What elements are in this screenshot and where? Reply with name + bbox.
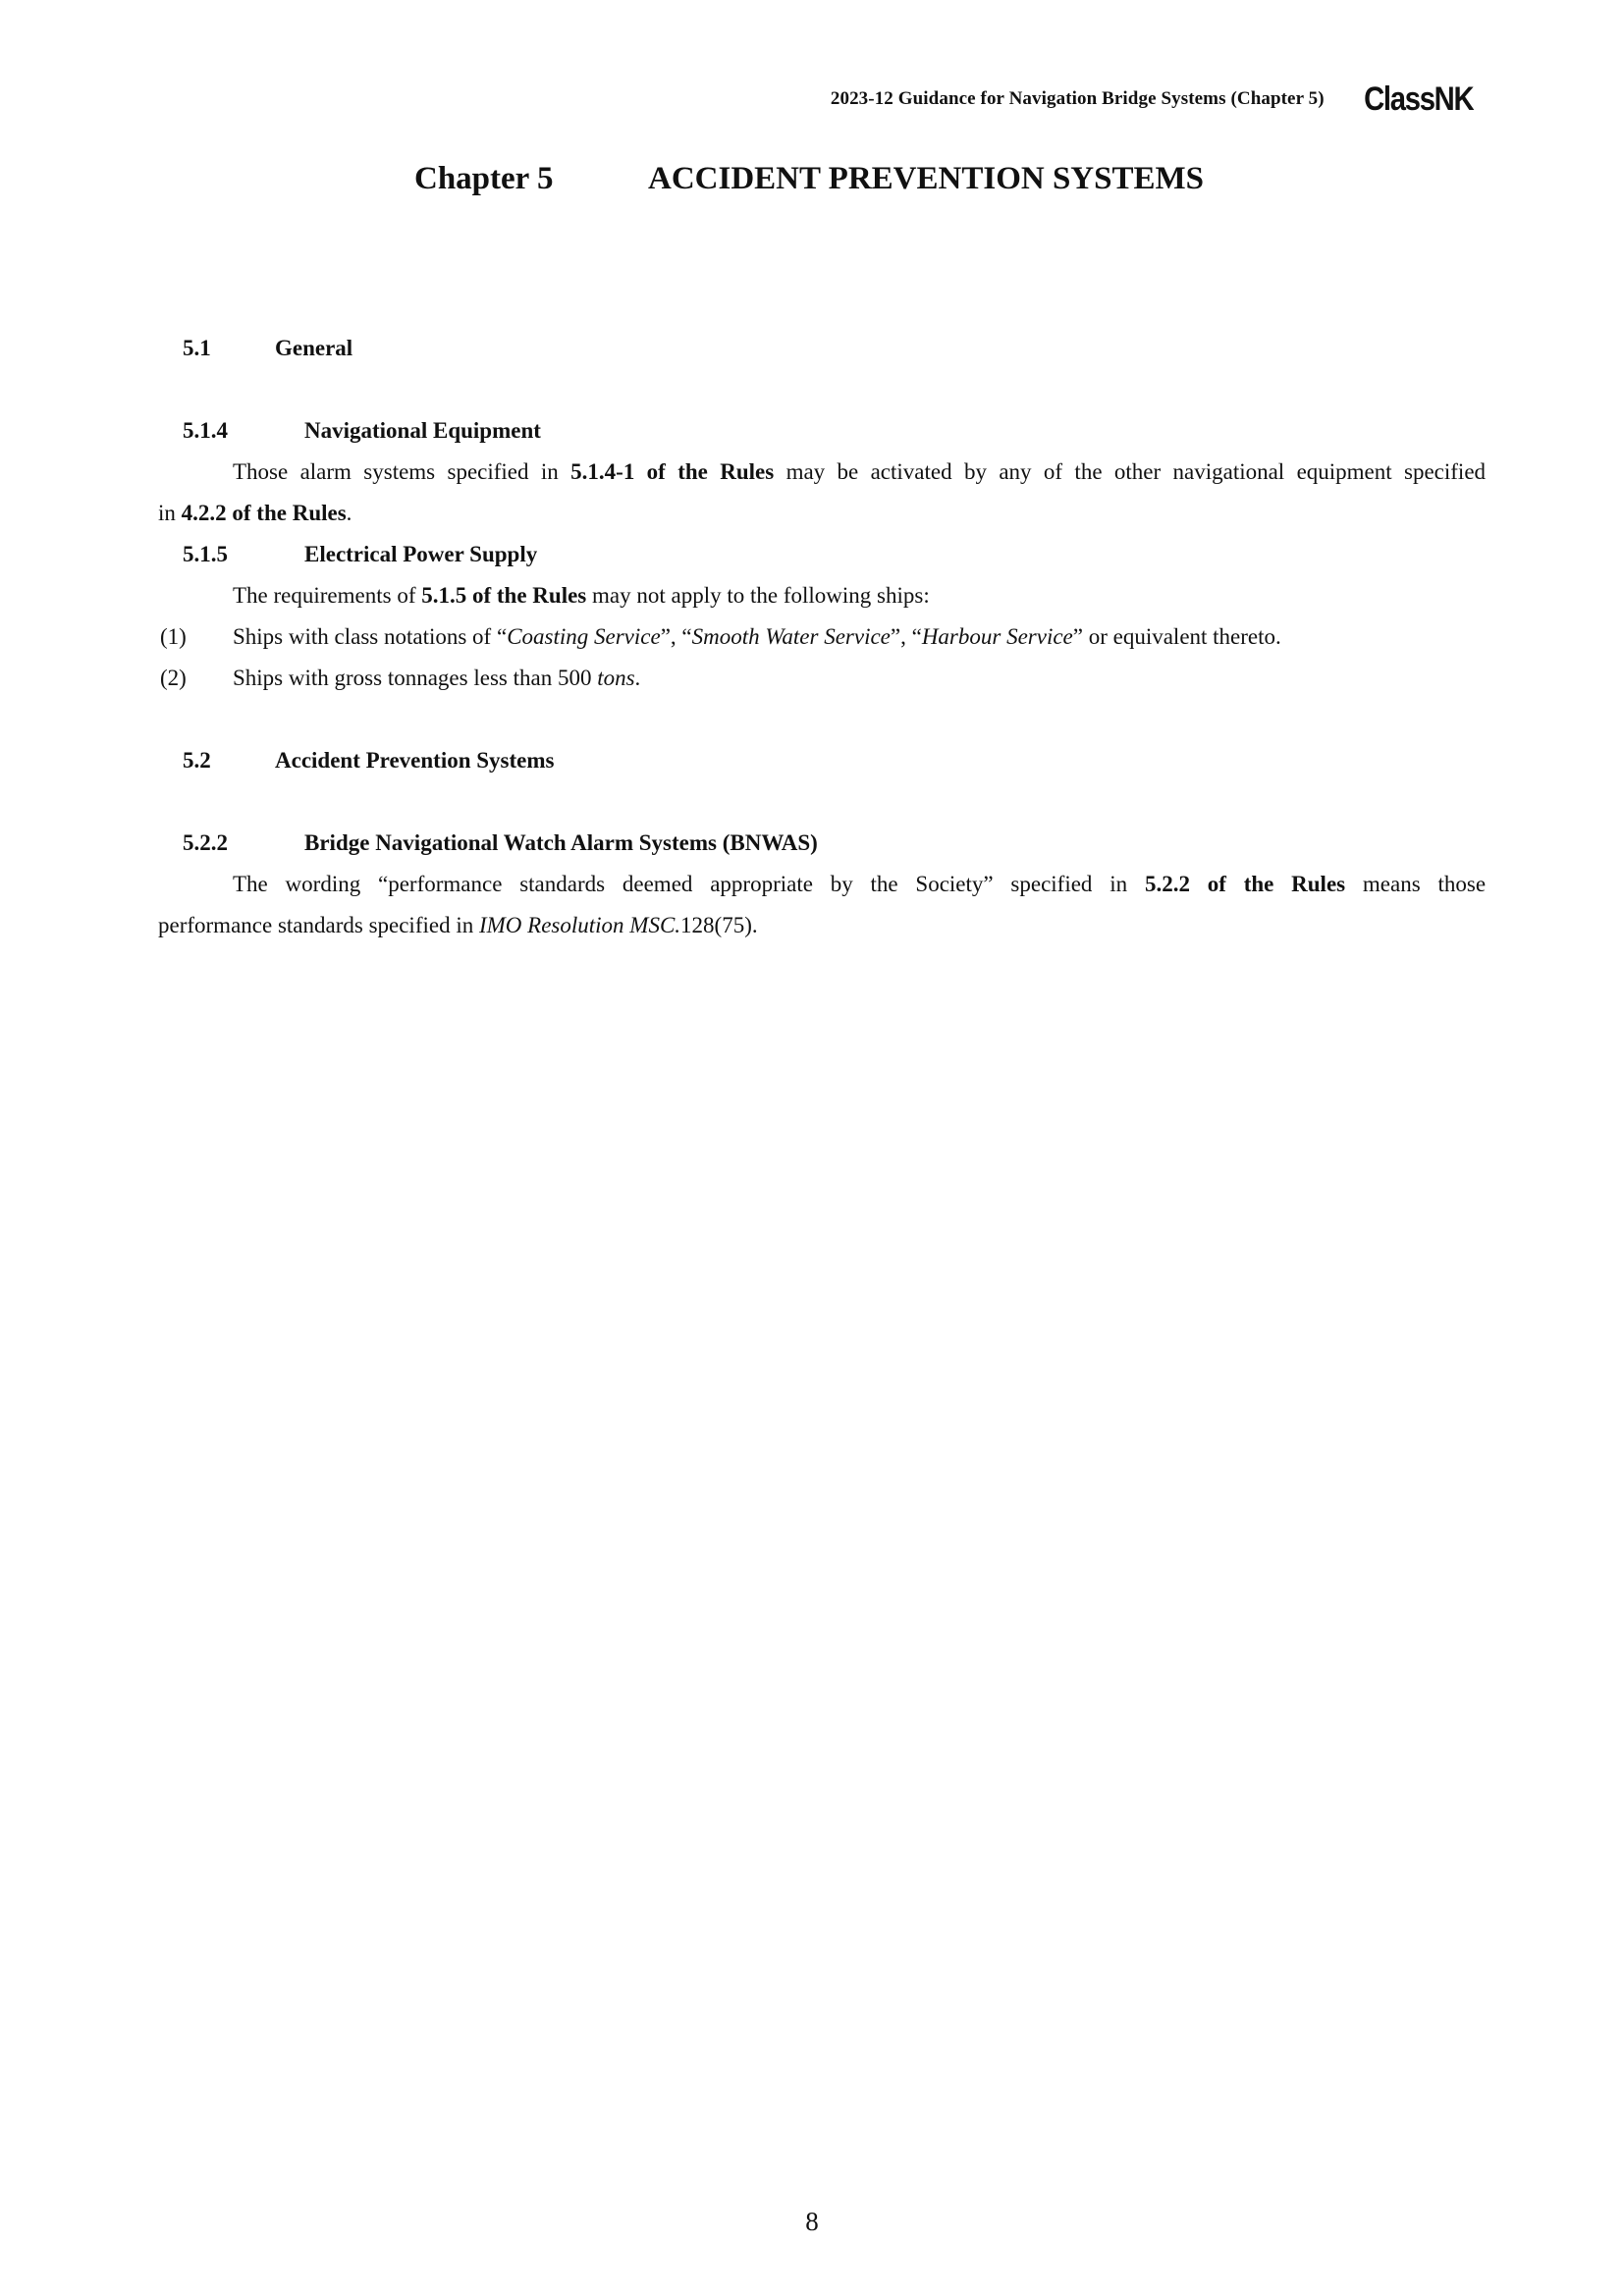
paragraph-5-2-2-line-1: The wording “performance standards deemed appropriate by the Society” specified in 5.2.2 of the Rules means those: [233, 872, 1487, 896]
section-title: Electrical Power Supply: [304, 542, 538, 566]
section-number: 5.1: [183, 336, 211, 360]
section-number: 5.1.5: [183, 542, 228, 566]
paragraph-5-2-2-line-2: performance standards specified in IMO Resolution MSC.128(75).: [158, 913, 758, 937]
list-marker: (2): [160, 666, 187, 690]
section-number: 5.2: [183, 748, 211, 773]
section-title: Navigational Equipment: [304, 418, 541, 443]
section-title: General: [275, 336, 353, 360]
rule-reference: 4.2.2 of the Rules: [181, 501, 347, 525]
rule-reference: 5.2.2 of the Rules: [1144, 872, 1346, 896]
list-text: Ships with gross tonnages less than 500 tons.: [233, 666, 641, 690]
rule-reference: 5.1.4-1 of the Rules: [570, 459, 775, 484]
list-marker: (1): [160, 624, 187, 649]
paragraph-5-1-4-line-1: Those alarm systems specified in 5.1.4-1 of the Rules may be activated by any of the other navigational equipment specified: [233, 459, 1487, 484]
section-number: 5.1.4: [183, 418, 228, 443]
paragraph-5-1-4-line-2: in 4.2.2 of the Rules.: [158, 501, 352, 525]
paragraph-5-1-5-intro: The requirements of 5.1.5 of the Rules may not apply to the following ships:: [233, 583, 930, 608]
header-title: 2023-12 Guidance for Navigation Bridge Systems (Chapter 5): [830, 88, 1325, 109]
section-title: Accident Prevention Systems: [275, 748, 555, 773]
section-number: 5.2.2: [183, 830, 228, 855]
rule-reference: 5.1.5 of the Rules: [421, 583, 587, 608]
chapter-number: Chapter 5: [414, 161, 554, 196]
section-title: Bridge Navigational Watch Alarm Systems (BNWAS): [304, 830, 818, 855]
running-header: [831, 82, 1473, 116]
chapter-name: ACCIDENT PREVENTION SYSTEMS: [648, 161, 1205, 196]
classnk-logo: ClassNK: [1363, 80, 1473, 118]
resolution-reference: IMO Resolution MSC.: [478, 913, 681, 937]
page-number: 8: [805, 2207, 819, 2236]
list-text: Ships with class notations of “Coasting Service”, “Smooth Water Service”, “Harbour Service” or equivalent thereto.: [233, 624, 1281, 649]
